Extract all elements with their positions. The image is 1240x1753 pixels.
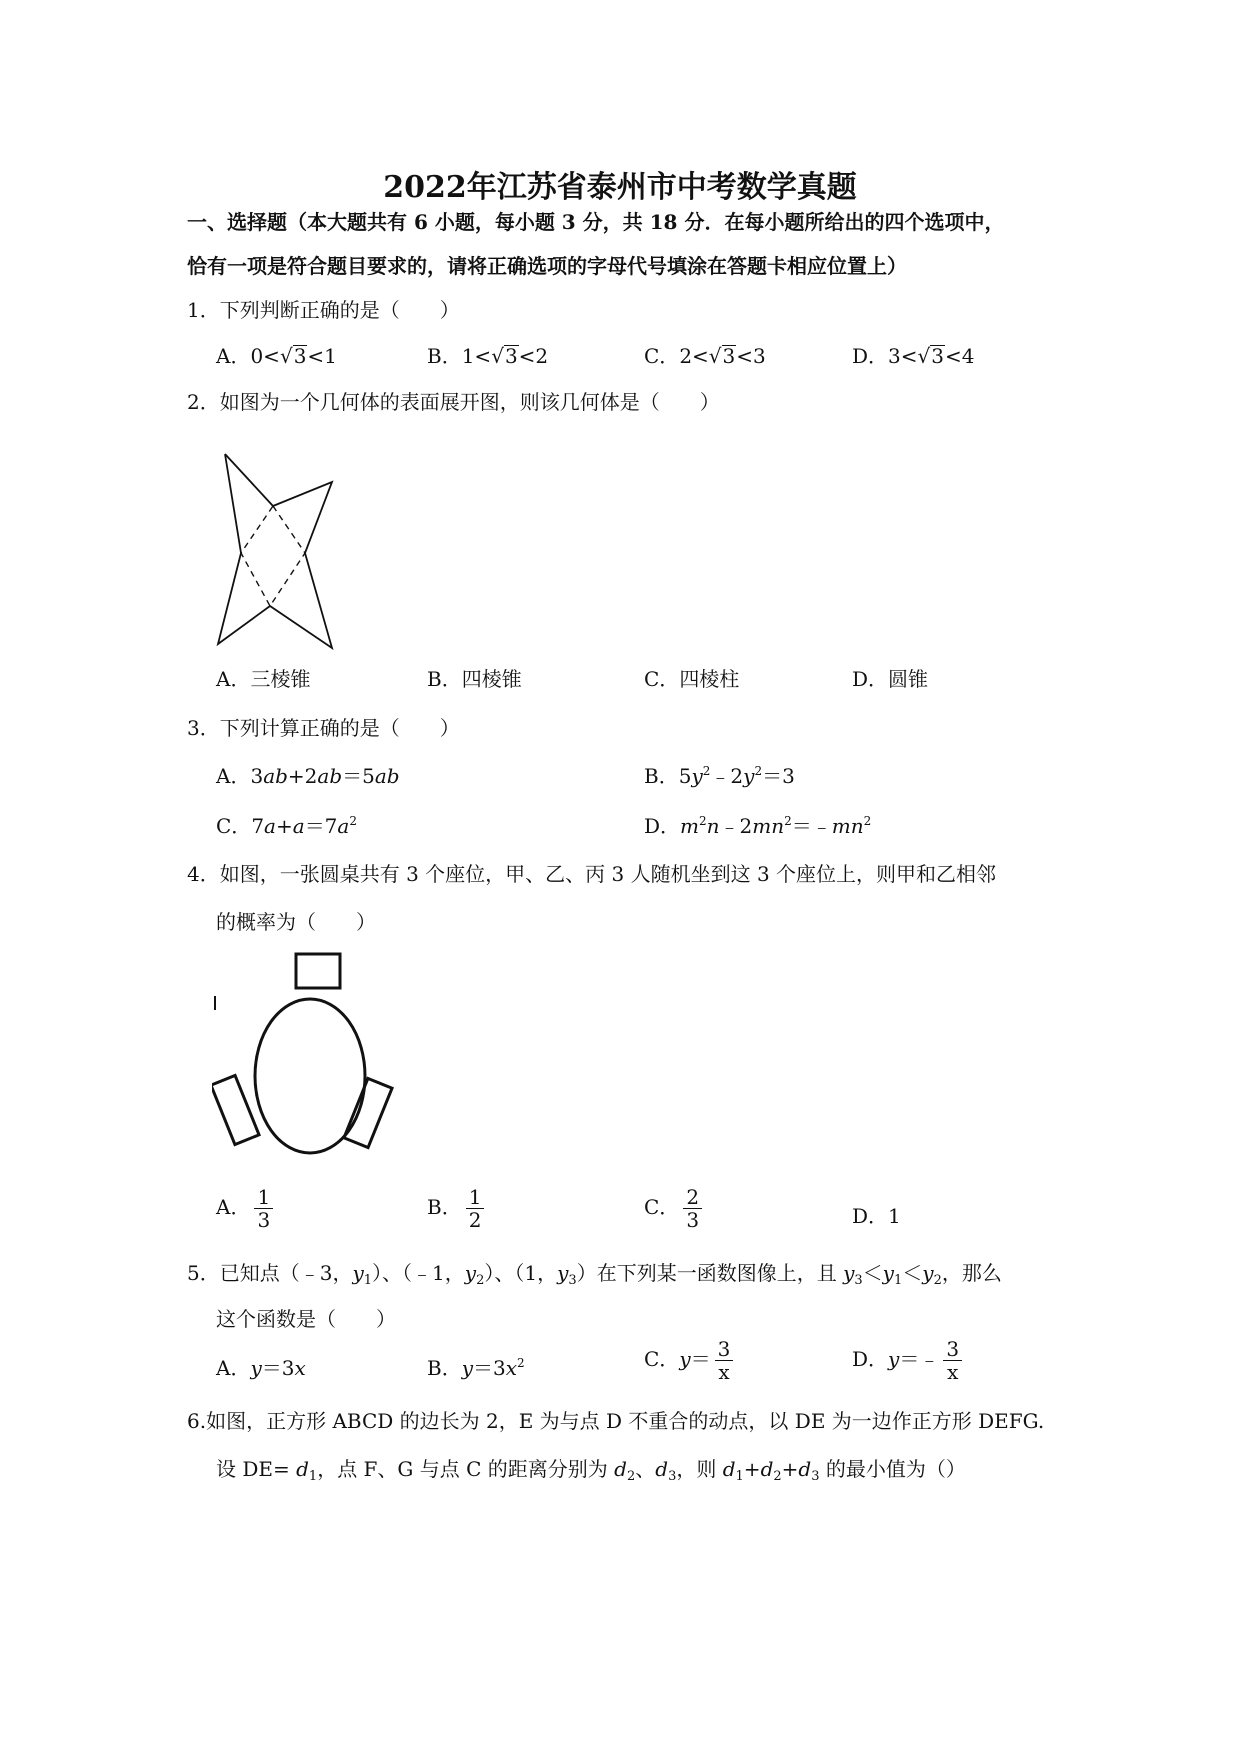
- option-label: C．: [216, 814, 252, 838]
- seat-left: [212, 1075, 259, 1144]
- option-rhs: <2: [518, 344, 549, 368]
- option-lhs: 1<: [461, 344, 492, 368]
- q1-option-d[interactable]: [852, 340, 975, 369]
- q3-option-a[interactable]: A．3ab+2ab＝5ab: [216, 764, 400, 788]
- fraction: [715, 1338, 734, 1383]
- sqrt-symbol: √3: [279, 344, 307, 368]
- q6-text-post: ，则: [676, 1457, 717, 1481]
- fraction: [683, 1186, 702, 1231]
- question-1-stem: 1．下列判断正确的是（ ）: [187, 298, 460, 322]
- radicand: 3: [293, 344, 307, 368]
- question-6-line2: 设 $DE= d_1$，点 F、G 与点 C 的距离分别为 $d_2$、$d_3$，则 $d_1+d_2+d_3$ 的最小值为（）: [216, 1457, 966, 1484]
- question-6-line1: 6.如图，正方形 ABCD 的边长为 2，E 为与点 D 不重合的动点，以 DE 为一边作正方形 DEFG.: [187, 1409, 1045, 1433]
- radicand: 3: [504, 344, 518, 368]
- q4-option-d[interactable]: [852, 1200, 901, 1229]
- option-text: 三棱锥: [250, 667, 311, 691]
- option-rhs: <4: [945, 344, 975, 368]
- option-label: D．: [852, 1347, 889, 1371]
- q6-text-mid: ，点 F、G 与点 C 的距离分别为: [317, 1457, 608, 1481]
- option-label: B．: [427, 344, 462, 368]
- option-label: D．: [852, 1204, 889, 1228]
- q4-option-b[interactable]: [427, 1186, 484, 1231]
- q2-option-a[interactable]: [216, 663, 310, 692]
- q4-option-a[interactable]: [216, 1186, 273, 1231]
- q2-option-c[interactable]: [644, 663, 739, 692]
- option-text: 1: [888, 1204, 901, 1228]
- option-label: B．: [427, 1195, 462, 1219]
- fraction: [254, 1186, 273, 1231]
- option-lhs: 2<: [679, 344, 709, 368]
- q1-option-b[interactable]: [427, 340, 548, 369]
- q5-option-a[interactable]: A．y＝3x: [216, 1356, 306, 1380]
- option-label: C．: [644, 667, 680, 691]
- option-label: C．: [644, 1347, 680, 1371]
- question-4-stem-line2: 的概率为（ ）: [216, 910, 376, 934]
- sqrt-symbol: √3: [491, 344, 518, 368]
- numerator: 1: [466, 1186, 485, 1209]
- net-figure: [210, 452, 340, 652]
- numerator: 2: [683, 1186, 702, 1209]
- sqrt-symbol: √3: [708, 344, 736, 368]
- denominator: x: [718, 1360, 730, 1384]
- denominator: 3: [686, 1208, 700, 1232]
- radicand: 3: [722, 344, 736, 368]
- option-rhs: <3: [736, 344, 766, 368]
- q1-option-a[interactable]: [216, 340, 337, 369]
- q4-option-c[interactable]: [644, 1186, 702, 1231]
- option-label: B．: [427, 1356, 462, 1380]
- option-label: A．: [216, 344, 251, 368]
- denominator: 2: [468, 1208, 482, 1232]
- net-outline: [218, 454, 332, 648]
- page-title: 2022年江苏省泰州市中考数学真题: [383, 170, 857, 205]
- option-text: 圆锥: [888, 667, 929, 691]
- option-text: 四棱锥: [461, 667, 522, 691]
- numerator: 1: [254, 1186, 273, 1209]
- q6-text-end: 的最小值为（）: [825, 1457, 966, 1481]
- numerator: 3: [943, 1338, 962, 1361]
- net-base-dashed: [241, 506, 305, 606]
- q5-option-b[interactable]: B．$y=3x^2$: [427, 1356, 525, 1380]
- question-5-stem-line2: 这个函数是（ ）: [216, 1307, 396, 1331]
- option-label: D．: [852, 344, 889, 368]
- section-header-line1: 一、选择题（本大题共有 6 小题，每小题 3 分，共 18 分．在每小题所给出的四个选项中，: [187, 210, 1005, 234]
- question-4-stem-line1: 4．如图，一张圆桌共有 3 个座位，甲、乙、丙 3 人随机坐到这 3 个座位上，则甲和乙相邻: [187, 862, 997, 886]
- q1-option-c[interactable]: [644, 340, 766, 369]
- option-label: A．: [216, 764, 251, 788]
- sqrt-symbol: √3: [917, 344, 945, 368]
- fraction: [466, 1186, 485, 1231]
- round-table-figure: [212, 948, 402, 1170]
- option-label: C．: [644, 344, 680, 368]
- option-lhs: 3<: [888, 344, 918, 368]
- denominator: x: [947, 1360, 959, 1384]
- seat-top: [296, 954, 340, 988]
- question-2-stem: 2．如图为一个几何体的表面展开图，则该几何体是（ ）: [187, 390, 720, 414]
- option-label: A．: [216, 1356, 251, 1380]
- denominator: 3: [257, 1208, 271, 1232]
- option-label: D．: [644, 814, 681, 838]
- option-label: A．: [216, 667, 251, 691]
- option-rhs: <1: [307, 344, 337, 368]
- question-3-stem: 3．下列计算正确的是（ ）: [187, 716, 460, 740]
- option-label: C．: [644, 1195, 680, 1219]
- radicand: 3: [931, 344, 945, 368]
- q5-option-c[interactable]: C．y＝ $\frac{3}{x}$: [644, 1338, 733, 1383]
- option-lhs: 0<: [250, 344, 280, 368]
- option-label: A．: [216, 1195, 251, 1219]
- section-header-line2: 恰有一项是符合题目要求的，请将正确选项的字母代号填涂在答题卡相应位置上）: [187, 254, 907, 278]
- numerator: 3: [715, 1338, 734, 1361]
- q2-option-b[interactable]: [427, 663, 522, 692]
- option-label: B．: [427, 667, 462, 691]
- option-label: D．: [852, 667, 889, 691]
- option-text: 四棱柱: [679, 667, 740, 691]
- fraction: [943, 1338, 962, 1383]
- q3-option-d[interactable]: D．$m^2n﹣2mn^2=﹣mn^2$: [644, 814, 872, 838]
- q5-option-d[interactable]: D．y＝﹣ $\frac{3}{x}$: [852, 1338, 962, 1383]
- question-5-stem-line1: 5．已知点（﹣3，$y_1$）、（﹣1，$y_2$）、（1，$y_3$）在下列某一函数图像上，且 $y_3<y_1<y_2$，那么: [187, 1261, 1002, 1288]
- seat-right: [344, 1078, 392, 1147]
- q6-text-pre: 设 DE=: [216, 1457, 290, 1481]
- q3-option-b[interactable]: B．$5y^2﹣2y^2=3$: [644, 764, 795, 788]
- q3-option-c[interactable]: C．$7a+a=7a^2$: [216, 814, 357, 838]
- q2-option-d[interactable]: [852, 663, 928, 692]
- option-label: B．: [644, 764, 679, 788]
